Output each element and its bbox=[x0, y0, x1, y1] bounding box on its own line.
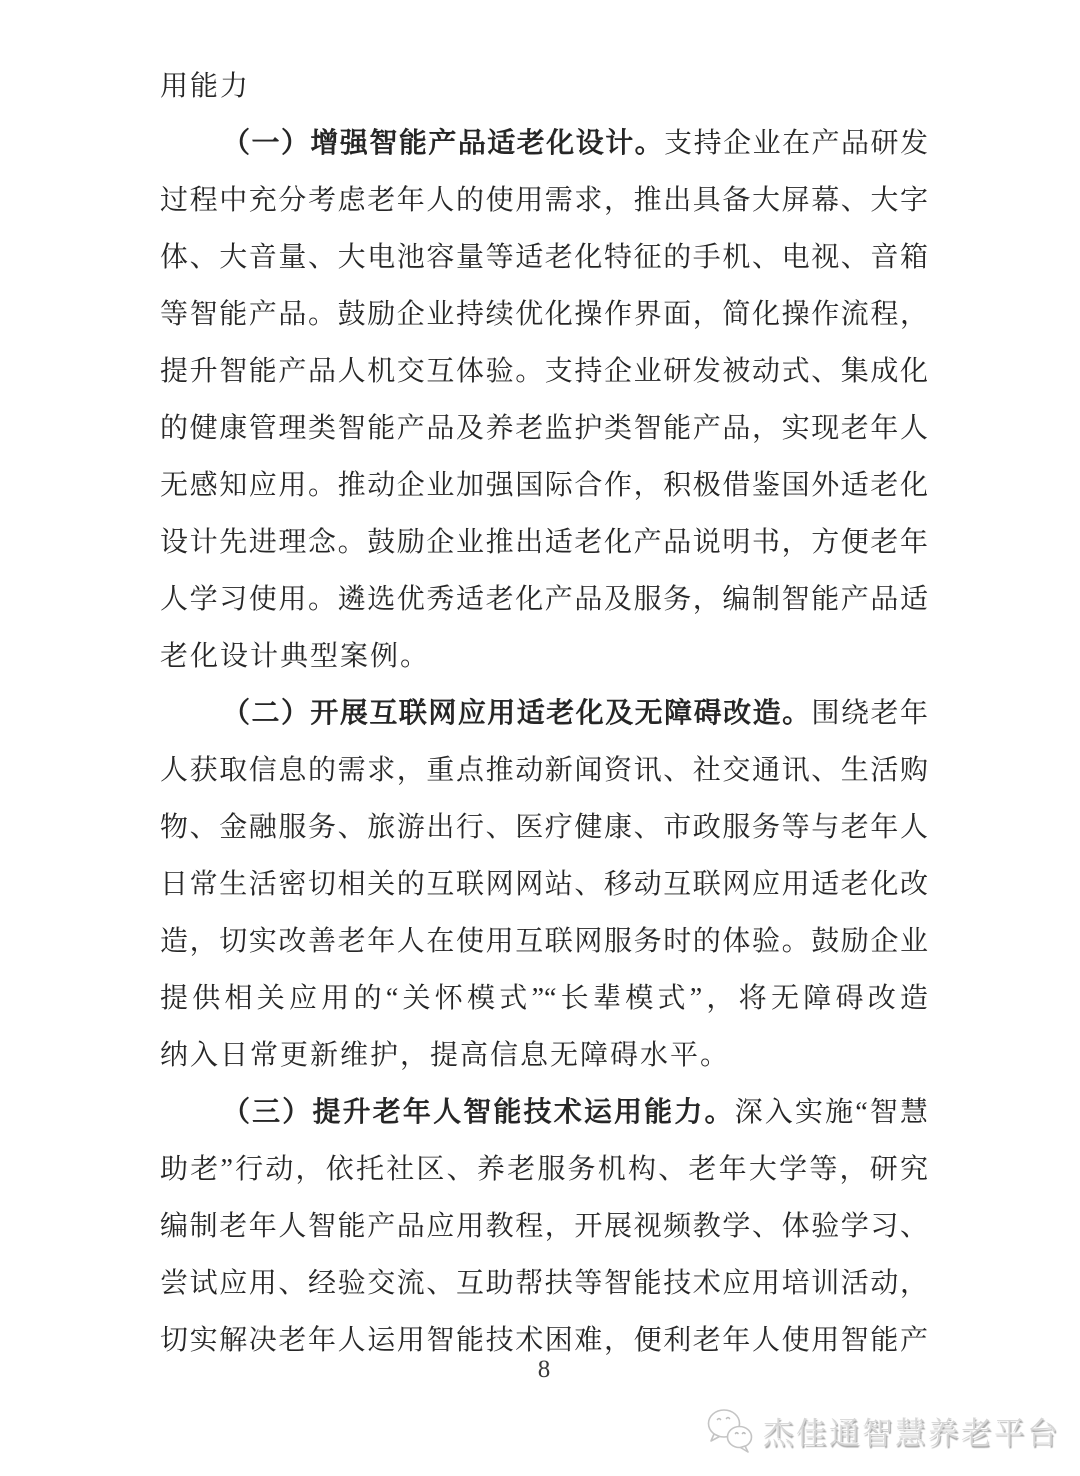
body-text: 切实解决老年人运用智能技术困难，便利老年人使用智能产 bbox=[160, 1325, 928, 1356]
text-line bbox=[160, 1141, 928, 1198]
page-number: 8 bbox=[537, 1356, 551, 1383]
text-line bbox=[160, 1084, 928, 1141]
text-line bbox=[160, 799, 928, 856]
body-text: 人学习使用。遴选优秀适老化产品及服务，编制智能产品适 bbox=[160, 584, 928, 615]
text-line bbox=[160, 286, 928, 343]
text-line bbox=[160, 1198, 928, 1255]
body-text: 提升智能产品人机交互体验。支持企业研发被动式、集成化 bbox=[160, 356, 928, 387]
text-line bbox=[160, 1027, 928, 1084]
body-text: 的健康管理类智能产品及养老监护类智能产品，实现老年人 bbox=[160, 413, 928, 444]
text-line bbox=[160, 172, 928, 229]
text-line bbox=[160, 628, 928, 685]
document-body bbox=[160, 58, 928, 1369]
text-line bbox=[160, 229, 928, 286]
body-text: 围绕老年 bbox=[811, 698, 928, 729]
paragraph bbox=[160, 115, 928, 685]
body-text: 过程中充分考虑老年人的使用需求，推出具备大屏幕、大字 bbox=[160, 185, 928, 216]
body-text: 编制老年人智能产品应用教程，开展视频教学、体验学习、 bbox=[160, 1211, 928, 1242]
text-line bbox=[160, 970, 928, 1027]
text-line bbox=[160, 1255, 928, 1312]
paragraph bbox=[160, 685, 928, 1084]
body-text: 深入实施“智慧 bbox=[734, 1097, 928, 1128]
paragraph bbox=[160, 1084, 928, 1369]
body-text: 日常生活密切相关的互联网网站、移动互联网应用适老化改 bbox=[160, 869, 928, 900]
text-line bbox=[160, 571, 928, 628]
text-line bbox=[160, 685, 928, 742]
body-text: 尝试应用、经验交流、互助帮扶等智能技术应用培训活动， bbox=[160, 1268, 928, 1299]
body-text: 造，切实改善老年人在使用互联网服务时的体验。鼓励企业 bbox=[160, 926, 928, 957]
body-text: 等智能产品。鼓励企业持续优化操作界面，简化操作流程， bbox=[160, 299, 928, 330]
body-text: 设计先进理念。鼓励企业推出适老化产品说明书，方便老年 bbox=[160, 527, 928, 558]
paragraph bbox=[160, 58, 928, 115]
clause-heading-text: （二）开展互联网应用适老化及无障碍改造。 bbox=[222, 698, 812, 729]
footer-watermark bbox=[704, 1404, 1060, 1456]
body-text: 提供相关应用的“关怀模式”“长辈模式”，将无障碍改造 bbox=[160, 983, 928, 1014]
text-line bbox=[160, 913, 928, 970]
watermark-text: 杰佳通智慧养老平台 bbox=[763, 1415, 1060, 1451]
body-text: 体、大音量、大电池容量等适老化特征的手机、电视、音箱 bbox=[160, 242, 928, 273]
clause-heading-text: （一）增强智能产品适老化设计。 bbox=[222, 128, 665, 159]
text-line bbox=[160, 400, 928, 457]
body-text: 助老”行动，依托社区、养老服务机构、老年大学等，研究 bbox=[160, 1154, 928, 1185]
body-text: 物、金融服务、旅游出行、医疗健康、市政服务等与老年人 bbox=[160, 812, 928, 843]
text-line bbox=[160, 856, 928, 913]
text-line bbox=[160, 343, 928, 400]
body-text: 支持企业在产品研发 bbox=[664, 128, 928, 159]
clause-heading-text: （三）提升老年人智能技术运用能力。 bbox=[222, 1097, 735, 1128]
text-line bbox=[160, 115, 928, 172]
body-text: 纳入日常更新维护，提高信息无障碍水平。 bbox=[160, 1040, 731, 1071]
text-line bbox=[160, 457, 928, 514]
text-line bbox=[160, 742, 928, 799]
text-line bbox=[160, 58, 928, 115]
body-text: 老化设计典型案例。 bbox=[160, 641, 431, 672]
wechat-icon bbox=[704, 1406, 756, 1454]
body-text: 用能力 bbox=[160, 71, 251, 102]
text-line bbox=[160, 514, 928, 571]
body-text: 无感知应用。推动企业加强国际合作，积极借鉴国外适老化 bbox=[160, 470, 928, 501]
body-text: 人获取信息的需求，重点推动新闻资讯、社交通讯、生活购 bbox=[160, 755, 928, 786]
